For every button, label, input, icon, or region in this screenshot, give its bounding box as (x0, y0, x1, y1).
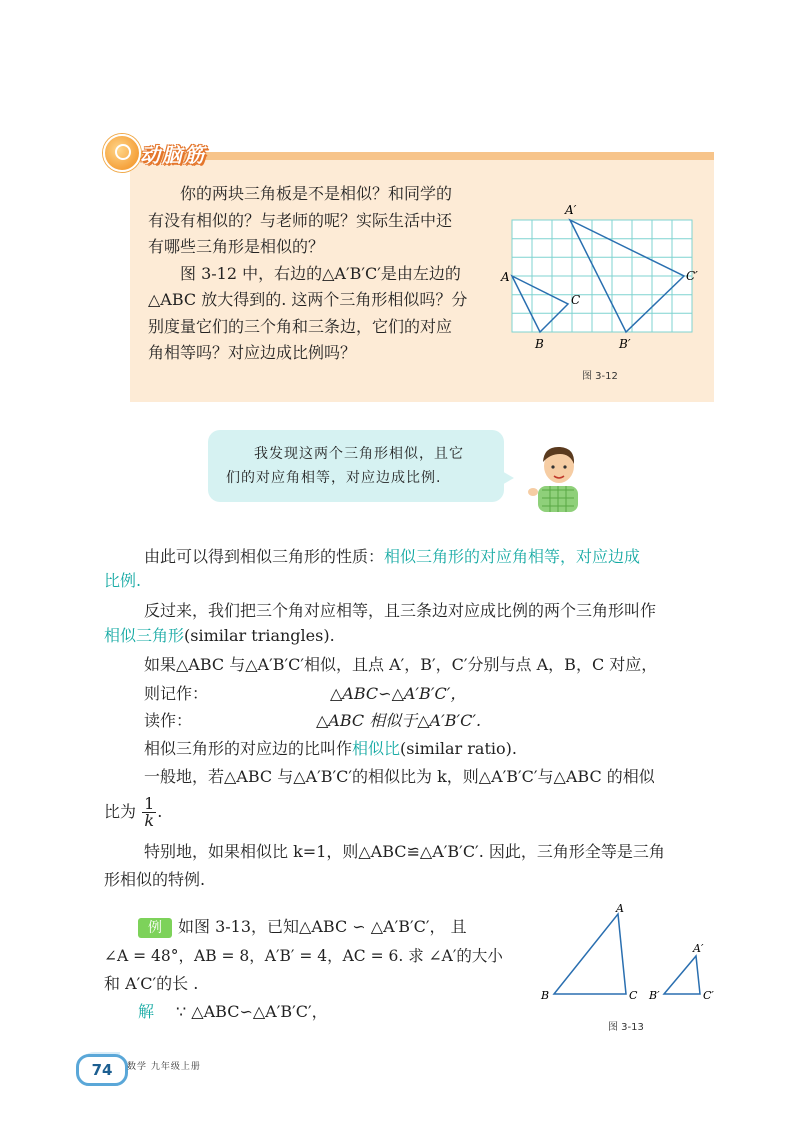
ratio-paragraph (144, 737, 517, 761)
label-A1: A′ (565, 203, 577, 217)
triangle-abc-large (554, 914, 626, 994)
page-number: 74 (76, 1054, 128, 1086)
text: (similar ratio). (400, 739, 517, 758)
activity-line: 图 3-12 中，右边的△A′B′C′是由左边的 (180, 263, 461, 283)
text: 如图 3-13，已知△ABC ∽ △A′B′C′， 且 (178, 917, 467, 936)
gear-icon-inner (115, 144, 131, 160)
speech-bubble-tail (500, 470, 514, 486)
general-paragraph: 一般地，若△ABC 与△A′B′C′的相似比为 k，则△A′B′C′与△ABC 的相似 (144, 767, 655, 786)
reading-formula: △ABC 相似于△A′B′C′. (316, 711, 482, 730)
notation-paragraph: 如果△ABC 与△A′B′C′相似，且点 A′，B′，C′分别与点 A，B，C 对应， (144, 655, 658, 674)
label-C: C (571, 293, 581, 307)
label-B: B (541, 989, 550, 1002)
term-similar-triangles: 相似三角形 (104, 626, 185, 645)
activity-line: △ABC 放大得到的. 这两个三角形相似吗？分 (148, 290, 468, 309)
activity-title: 动脑筋 (140, 143, 206, 167)
reading-label: 读作： (144, 711, 193, 730)
activity-line: 有哪些三角形是相似的？ (148, 237, 325, 256)
text: 比为 (104, 802, 137, 821)
text: . (157, 802, 163, 821)
special-case-paragraph: 特别地，如果相似比 k=1，则△ABC≌△A′B′C′. 因此，三角形全等是三角 (144, 842, 665, 861)
label-A: A (501, 270, 510, 284)
triangle-a1b1c1-small (664, 956, 700, 994)
figure-caption: 图 3-13 (608, 1022, 644, 1033)
fraction (142, 796, 156, 829)
text: 由此可以得到相似三角形的性质： (144, 547, 385, 566)
solution-line (138, 1000, 328, 1024)
student-illustration (528, 440, 588, 512)
example-line-3: 和 A′C′的长 . (104, 974, 199, 993)
grid (512, 220, 692, 332)
definition-paragraph: 反过来，我们把三个角对应相等，且三条边对应成比例的两个三角形叫作 (144, 601, 657, 620)
label-B: B (535, 337, 544, 351)
figure-3-13 (538, 900, 728, 1004)
activity-line: 角相等吗？对应边成比例吗？ (148, 343, 357, 362)
special-case-cont: 形相似的特例. (104, 870, 206, 889)
label-C1: C′ (703, 989, 714, 1002)
bubble-line: 我发现这两个三角形相似，且它 (254, 446, 464, 462)
property-paragraph (144, 545, 640, 569)
text: ∵ △ABC∽△A′B′C′， (176, 1002, 328, 1021)
notation-formula: △ABC∽△A′B′C′， (330, 684, 467, 703)
example-line-2: ∠A = 48°，AB = 8，A′B′ = 4，AC = 6. 求 ∠A′的大小 (104, 947, 503, 965)
term-english: (similar triangles). (184, 626, 335, 645)
term-similar-ratio: 相似比 (352, 739, 401, 758)
property-highlight-cont: 比例. (104, 571, 142, 590)
figure-3-12 (500, 198, 712, 358)
example-tag: 例 (138, 918, 172, 938)
bubble-line: 们的对应角相等，对应边成比例. (226, 470, 442, 486)
label-C1: C′ (686, 269, 698, 283)
label-B1: B′ (649, 989, 660, 1002)
fraction-numerator: 1 (144, 794, 155, 813)
definition-term-line (104, 624, 335, 648)
label-A: A (616, 902, 624, 915)
text: 相似三角形的对应边的比叫作 (144, 739, 353, 758)
activity-line: 别度量它们的三个角和三条边，它们的对应 (148, 316, 453, 336)
activity-text (148, 181, 508, 367)
example-line-1 (138, 915, 467, 939)
notation-label: 则记作： (144, 684, 209, 703)
label-C: C (629, 989, 638, 1002)
figure-caption: 图 3-12 (582, 371, 618, 382)
activity-line: 你的两块三角板是不是相似？和同学的 (180, 184, 453, 203)
property-highlight: 相似三角形的对应角相等，对应边成 (384, 547, 641, 566)
footer-subject: 数学 九年级上册 (127, 1062, 201, 1072)
label-B1: B′ (619, 337, 631, 351)
fraction-denominator: k (144, 811, 155, 830)
label-A1: A′ (693, 942, 704, 955)
ratio-fraction-line (104, 796, 162, 829)
activity-line: 有没有相似的？与老师的呢？实际生活中还 (148, 210, 453, 230)
solution-label: 解 (138, 1002, 155, 1021)
speech-bubble-text (226, 442, 496, 490)
